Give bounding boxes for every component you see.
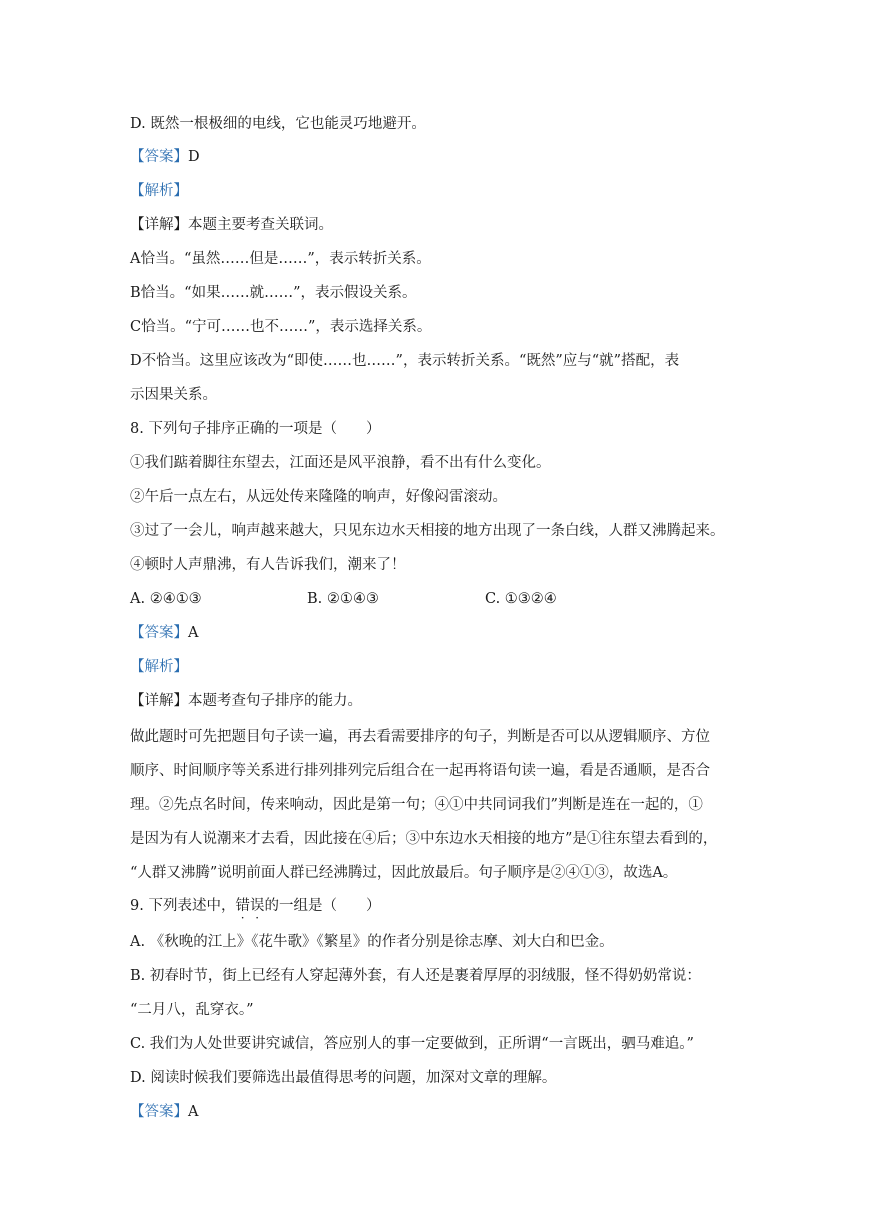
q7-line-a: A恰当。“虽然……但是……”，表示转折关系。	[130, 251, 431, 267]
q9-option-d: D. 阅读时候我们要筛选出最值得思考的问题，加深对文章的理解。	[130, 1070, 557, 1086]
q8-sentence-1: ①我们踮着脚往东望去，江面还是风平浪静，看不出有什么变化。	[130, 455, 551, 471]
q9-stem-post: 的一组是（ ）	[264, 898, 381, 914]
q7-option-d: D. 既然一根极细的电线，它也能灵巧地避开。	[130, 116, 426, 132]
q8-detail: 【详解】本题考查句子排序的能力。	[130, 693, 362, 709]
q8-explain-2: 顺序、时间顺序等关系进行排列排列完后组合在一起再将语句读一遍，看是否通顺，是否合	[130, 763, 710, 779]
q9-option-b1: B. 初春时节，街上已经有人穿起薄外套，有人还是裹着厚厚的羽绒服，怪不得奶奶常说：	[130, 968, 701, 984]
q8-stem: 8. 下列句子排序正确的一项是（ ）	[130, 421, 381, 437]
q8-analysis-label: 【解析】	[130, 659, 188, 675]
q8-sentence-3: ③过了一会儿，响声越来越大，只见东边水天相接的地方出现了一条白线，人群又沸腾起来。	[130, 523, 725, 539]
q8-answer	[130, 623, 198, 643]
q8-explain-3: 理。②先点名时间，传来响动，因此是第一句；④①中共同词我们”判断是连在一起的，①	[130, 797, 703, 813]
q9-option-b2: “二月八，乱穿衣。”	[130, 1002, 254, 1018]
answer-value: A	[188, 625, 199, 641]
q8-option-c: C. ①③②④	[485, 591, 557, 607]
q7-detail: 【详解】本题主要考查关联词。	[130, 217, 333, 233]
answer-label: 【答案】	[130, 1104, 188, 1120]
q8-sentence-2: ②午后一点左右，从远处传来隆隆的响声，好像闷雷滚动。	[130, 489, 507, 505]
q7-answer	[130, 147, 200, 167]
q8-option-b: B. ②①④③	[307, 591, 379, 607]
q9-stem-pre: 9. 下列表述中，	[130, 898, 236, 914]
q8-explain-1: 做此题时可先把题目句子读一遍，再去看需要排序的句子，判断是否可以从逻辑顺序、方位	[130, 729, 710, 745]
emphasis-char: 错	[235, 898, 250, 914]
q8-explain-4: 是因为有人说潮来才去看，因此接在④后；③中东边水天相接的地方”是①往东望去看到的，	[130, 831, 718, 847]
q9-stem	[130, 896, 380, 916]
answer-value: A	[188, 1104, 199, 1120]
q7-line-c: C恰当。“宁可……也不……”，表示选择关系。	[130, 319, 432, 335]
q7-line-b: B恰当。“如果……就……”，表示假设关系。	[130, 285, 417, 301]
q8-explain-5: “人群又沸腾”说明前面人群已经沸腾过，因此放最后。句子顺序是②④①③，故选A。	[130, 865, 678, 881]
answer-label: 【答案】	[130, 625, 188, 641]
q7-analysis-label: 【解析】	[130, 183, 188, 199]
q7-line-d1: D不恰当。这里应该改为“即使……也……”，表示转折关系。“既然”应与“就”搭配，表	[130, 353, 680, 369]
q9-answer	[130, 1102, 198, 1122]
emphasis-char: 误	[249, 898, 265, 914]
q8-sentence-4: ④顿时人声鼎沸，有人告诉我们，潮来了！	[130, 557, 406, 573]
q9-option-c: C. 我们为人处世要讲究诚信，答应别人的事一定要做到，正所谓“一言既出，驷马难追。”	[130, 1036, 694, 1052]
answer-value: D	[188, 149, 200, 165]
q8-option-a: A. ②④①③	[130, 591, 202, 607]
q7-line-d2: 示因果关系。	[130, 387, 217, 403]
answer-label: 【答案】	[130, 149, 188, 165]
q9-option-a: A. 《秋晚的江上》《花牛歌》《繁星》的作者分别是徐志摩、刘大白和巴金。	[130, 934, 614, 950]
